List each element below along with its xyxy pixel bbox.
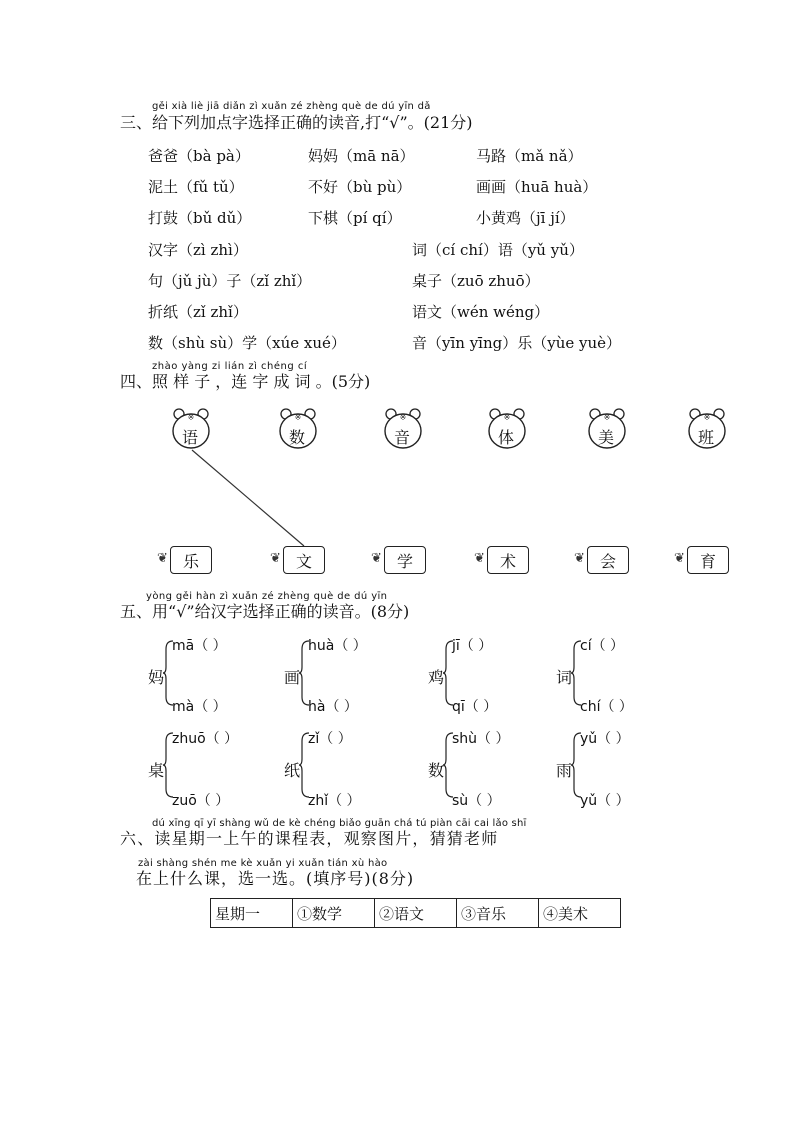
section4-prefix: 四、: [120, 372, 153, 391]
svg-text:※: ※: [703, 413, 711, 422]
svg-text:※: ※: [187, 413, 195, 422]
hamster-icon-1[interactable]: [170, 406, 212, 454]
section5-heading: [120, 599, 409, 622]
item-juzi: 句（jǔ jù）子（zǐ zhǐ）: [148, 272, 312, 290]
schedule-row: [211, 899, 621, 928]
group-char-7: 数: [428, 761, 445, 780]
group-char-4: 词: [556, 668, 573, 687]
group-top-1[interactable]: mā（ ）: [172, 638, 227, 654]
top-char-1: 语: [182, 428, 199, 447]
group-char-2: 画: [284, 668, 301, 687]
bottom-char-5: 会: [599, 551, 616, 571]
bottom-box-6[interactable]: [687, 546, 729, 574]
item-mama: 妈妈（mā nā）: [308, 147, 415, 165]
group-bottom-3[interactable]: qī（ ）: [452, 699, 498, 715]
section6-pinyin-1: dú xīng qī yī shàng wǔ de kè chéng biǎo guān chá tú piàn cāi cai lǎo shī: [152, 818, 527, 829]
item-baba: 爸爸（bà pà）: [148, 147, 250, 165]
item-zhezhi: 折纸（zǐ zhǐ）: [148, 303, 248, 321]
bottom-box-5[interactable]: [587, 546, 629, 574]
leaf-icon-2: ❦: [270, 551, 281, 566]
schedule-option-1: ①数学: [293, 899, 375, 928]
section5-title: 用“√”给汉字选择正确的读音。(8分): [152, 602, 410, 621]
group-bottom-4[interactable]: chí（ ）: [580, 699, 633, 715]
group-top-6[interactable]: zǐ（ ）: [308, 731, 352, 747]
schedule-option-2: ②语文: [375, 899, 457, 928]
group-top-7[interactable]: shù（ ）: [452, 731, 510, 747]
group-top-5[interactable]: zhuō（ ）: [172, 731, 239, 747]
section4-title: 照 样 子 ，连 字 成 词 。(5分): [152, 372, 371, 391]
group-bottom-2[interactable]: hà（ ）: [308, 699, 358, 715]
example-connection-line: [192, 450, 304, 546]
bottom-char-1: 乐: [182, 551, 199, 571]
group-bottom-8[interactable]: yǔ（ ）: [580, 793, 630, 809]
bottom-char-6: 育: [699, 551, 716, 571]
top-char-6: 班: [698, 428, 715, 447]
group-char-1: 妈: [148, 668, 165, 687]
hamster-icon-3[interactable]: [382, 406, 424, 454]
hamster-icon-5[interactable]: [586, 406, 628, 454]
item-hanzi: 汉字（zì zhì）: [148, 241, 248, 259]
group-char-5: 桌: [148, 761, 165, 780]
top-char-4: 体: [498, 428, 515, 447]
group-bottom-6[interactable]: zhǐ（ ）: [308, 793, 361, 809]
section6-prefix: 六、: [120, 829, 155, 848]
bottom-box-2[interactable]: [283, 546, 325, 574]
leaf-icon-4: ❦: [474, 551, 485, 566]
hamster-icon-6[interactable]: [686, 406, 728, 454]
section5-prefix: 五、: [120, 602, 153, 621]
group-bottom-5[interactable]: zuō（ ）: [172, 793, 230, 809]
schedule-option-4: ④美术: [539, 899, 621, 928]
group-top-4[interactable]: cí（ ）: [580, 638, 625, 654]
svg-text:※: ※: [603, 413, 611, 422]
group-char-3: 鸡: [428, 668, 445, 687]
top-char-2: 数: [289, 428, 306, 447]
item-huahua: 画画（huā huà）: [476, 178, 598, 196]
item-buhao: 不好（bù pù）: [308, 178, 412, 196]
section6-heading-line1: [120, 826, 498, 849]
leaf-icon-5: ❦: [574, 551, 585, 566]
section3-title: 给下列加点字选择正确的读音,打“√”。(21分): [152, 113, 473, 132]
group-top-2[interactable]: huà（ ）: [308, 638, 367, 654]
schedule-option-3: ③音乐: [457, 899, 539, 928]
bottom-char-2: 文: [295, 551, 312, 571]
section6-pinyin-2: zài shàng shén me kè xuǎn yi xuǎn tián xù hào: [138, 858, 388, 869]
group-char-8: 雨: [556, 761, 573, 780]
item-yinyue: 音（yīn yīng）乐（yùe yuè）: [412, 334, 622, 352]
hamster-icon-2[interactable]: [277, 406, 319, 454]
group-top-8[interactable]: yǔ（ ）: [580, 731, 630, 747]
section5-pinyin: yòng gěi hàn zì xuǎn zé zhèng què de dú yīn: [146, 591, 388, 602]
leaf-icon-3: ❦: [371, 551, 382, 566]
item-zhuozi: 桌子（zuō zhuō）: [412, 272, 540, 290]
svg-text:※: ※: [399, 413, 407, 422]
schedule-table: [210, 898, 621, 928]
group-char-6: 纸: [284, 761, 301, 780]
svg-text:※: ※: [294, 413, 302, 422]
item-dagu: 打鼓（bǔ dǔ）: [148, 209, 252, 227]
group-top-3[interactable]: jī（ ）: [452, 638, 493, 654]
item-shuxue: 数（shù sù）学（xúe xué）: [148, 334, 346, 352]
top-char-5: 美: [598, 428, 615, 447]
item-ciyu: 词（cí chí）语（yǔ yǔ）: [412, 241, 584, 259]
hamster-icon-4[interactable]: [486, 406, 528, 454]
section3-prefix: 三、: [120, 113, 153, 132]
item-malu: 马路（mǎ nǎ）: [476, 147, 583, 165]
section4-pinyin: zhào yàng zi lián zì chéng cí: [152, 361, 308, 372]
item-yuwen: 语文（wén wéng）: [412, 303, 550, 321]
item-xiaohuangji: 小黄鸡（jī jí）: [476, 209, 575, 227]
section6-title-1: 读星期一上午的课程表，观察图片，猜猜老师: [154, 829, 499, 848]
section6-heading-line2: 在上什么课，选一选。(填序号)(8分): [136, 869, 415, 888]
bottom-box-3[interactable]: [384, 546, 426, 574]
bottom-box-4[interactable]: [487, 546, 529, 574]
bottom-char-4: 术: [499, 551, 516, 571]
item-xiaqi: 下棋（pí qí）: [308, 209, 402, 227]
bottom-box-1[interactable]: [170, 546, 212, 574]
leaf-icon-6: ❦: [674, 551, 685, 566]
group-bottom-7[interactable]: sù（ ）: [452, 793, 501, 809]
bottom-char-3: 学: [396, 551, 413, 571]
schedule-day-cell: 星期一: [211, 899, 293, 928]
svg-text:※: ※: [503, 413, 511, 422]
leaf-icon-1: ❦: [157, 551, 168, 566]
section3-pinyin: gěi xià liè jiā diǎn zì xuǎn zé zhèng què de dú yīn dǎ: [152, 101, 431, 112]
group-bottom-1[interactable]: mà（ ）: [172, 699, 227, 715]
item-nitu: 泥土（fǔ tǔ）: [148, 178, 244, 196]
top-char-3: 音: [394, 428, 411, 447]
